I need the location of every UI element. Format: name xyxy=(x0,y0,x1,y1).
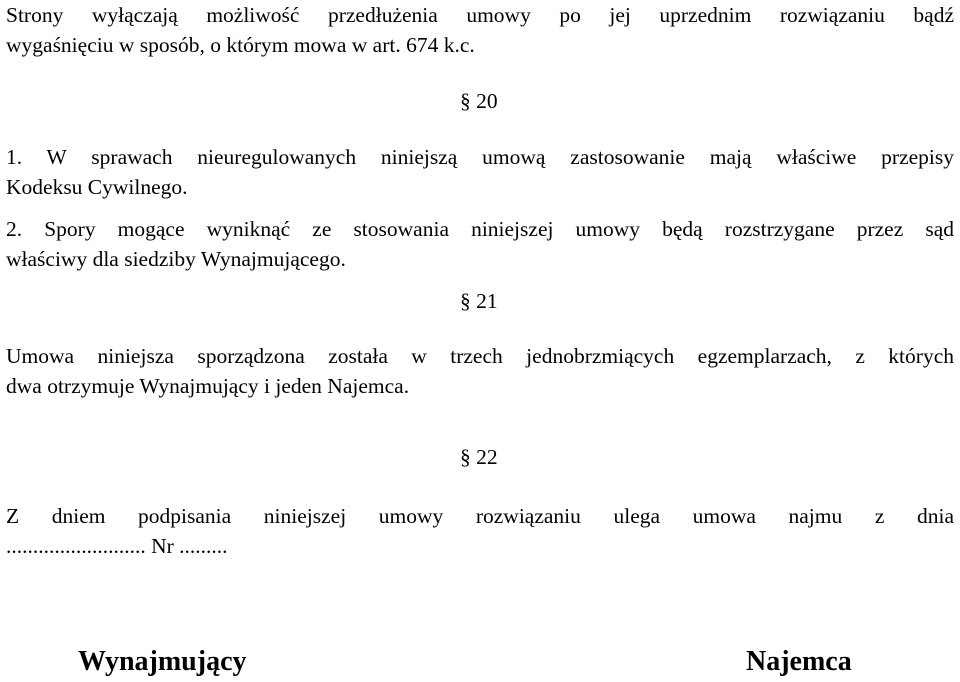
intro-line-2: wygaśnięciu w sposób, o którym mowa w art. 674 k.c. xyxy=(6,33,475,57)
signature-tenant: Najemca xyxy=(746,646,852,677)
section-20-para-2-line-2: właściwy dla siedziby Wynajmującego. xyxy=(6,247,346,271)
intro-line-1: Strony wyłączają możliwość przedłużenia umowy po jej uprzednim rozwiązaniu bądź xyxy=(6,3,954,27)
section-20-heading: § 20 xyxy=(460,89,498,113)
signature-landlord: Wynajmujący xyxy=(78,646,247,677)
section-21-heading: § 21 xyxy=(460,289,498,313)
section-20-para-2-line-1: 2. Spory mogące wyniknąć ze stosowania niniejszej umowy będą rozstrzygane przez sąd xyxy=(6,217,954,241)
section-22-heading: § 22 xyxy=(460,445,498,469)
section-21-line-1: Umowa niniejsza sporządzona została w trzech jednobrzmiących egzemplarzach, z których xyxy=(6,344,954,368)
section-21-line-2: dwa otrzymuje Wynajmujący i jeden Najemca. xyxy=(6,374,410,398)
section-20-para-1-line-2: Kodeksu Cywilnego. xyxy=(6,175,188,199)
section-22-line-2: .......................... Nr ......... xyxy=(6,534,228,558)
section-22-line-1: Z dniem podpisania niniejszej umowy rozwiązaniu ulega umowa najmu z dnia xyxy=(6,504,954,528)
section-20-para-1-line-1: 1. W sprawach nieuregulowanych niniejszą umową zastosowanie mają właściwe przepisy xyxy=(6,145,954,169)
